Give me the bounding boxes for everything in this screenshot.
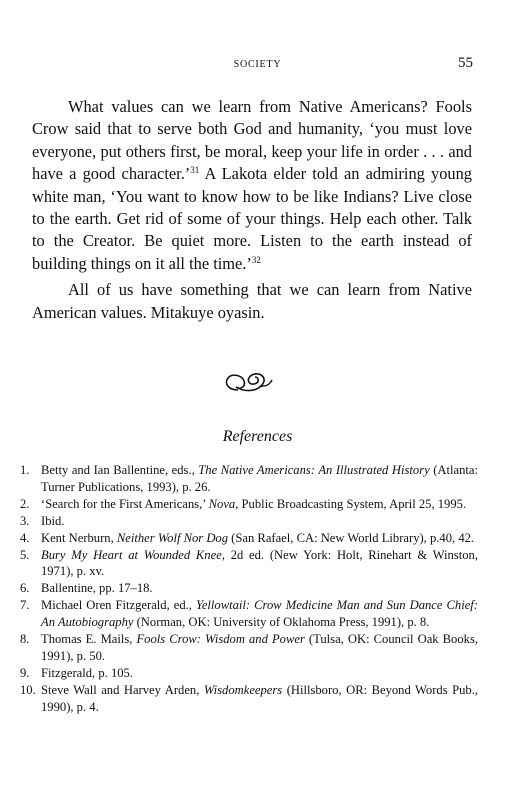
reference-item: [20, 580, 478, 597]
text-run: ‘Search for the First Americans,’: [41, 496, 209, 511]
body-text: [32, 96, 472, 324]
reference-number: 4.: [20, 530, 30, 545]
reference-item: [20, 513, 478, 530]
references-heading: References: [222, 428, 293, 445]
text-run: (Atlanta: Turner Publications, 1993), p. 26.: [41, 463, 478, 494]
reference-item: [20, 530, 478, 547]
page-number: 55: [458, 55, 473, 71]
text-run: (Norman, OK: University of Oklahoma Press, 1991), p. 8.: [133, 615, 430, 630]
reference-item: [20, 597, 478, 631]
italic-title: Neither Wolf Nor Dog: [116, 530, 229, 545]
text-run: 2d ed. (New York: Holt, Rinehart & Winston, 1971), p. xv.: [41, 547, 478, 579]
reference-item: [20, 547, 478, 581]
running-title: SOCIETY: [233, 59, 282, 70]
text-run: Thomas E. Mails,: [41, 632, 137, 647]
footnote-marker: 31: [190, 165, 200, 176]
reference-text: [41, 597, 478, 631]
text-run: (Hillsboro, OR: Beyond Words Pub., 1990), p. 4.: [41, 682, 478, 714]
italic-title: The Native Americans: An Illustrated History: [198, 463, 430, 477]
italic-title: Fools Crow: Wisdom and Power: [136, 632, 305, 647]
italic-title: Nova,: [208, 496, 239, 511]
reference-item: [20, 462, 478, 496]
text-run: Ibid.: [41, 513, 65, 528]
text-run: What values can we learn from Native Americans? Fools Crow said that to serve both God and humanity, ‘you must love everyone, put others first, be moral, keep your life in order . . . and have a good character.’: [32, 97, 472, 184]
reference-number: 1.: [20, 463, 30, 477]
reference-text: [41, 513, 478, 530]
reference-item: [20, 665, 478, 682]
reference-text: [41, 631, 478, 665]
italic-title: Wisdomkeepers: [203, 682, 283, 697]
text-run: Steve Wall and Harvey Arden,: [41, 682, 204, 697]
reference-item: [20, 631, 478, 665]
text-run: Ballentine, pp. 17–18.: [41, 581, 153, 596]
reference-number: 5.: [20, 547, 30, 562]
text-run: Betty and Ian Ballentine, eds.,: [41, 463, 199, 477]
reference-item: [20, 682, 478, 716]
text-run: (San Rafael, CA: New World Library), p.40, 42.: [228, 530, 475, 545]
reference-number: 9.: [20, 665, 30, 680]
reference-item: [20, 496, 478, 513]
text-run: (Tulsa, OK: Council Oak Books, 1991), p. 50.: [41, 632, 478, 663]
reference-text: [41, 665, 478, 682]
text-run: All of us have something that we can learn from Native American values. Mitakuye oyasin.: [32, 280, 472, 322]
reference-number: 8.: [20, 632, 30, 647]
reference-list: [20, 462, 478, 716]
reference-text: [41, 462, 478, 496]
body-paragraph: [32, 279, 472, 324]
footnote-marker: 32: [251, 254, 261, 265]
reference-text: [41, 496, 478, 513]
reference-number: 2.: [20, 496, 30, 511]
flourish-ornament-icon: [222, 366, 274, 396]
reference-text: [41, 580, 478, 597]
text-run: Public Broadcasting System, April 25, 1995.: [238, 496, 467, 511]
text-run: Kent Nerburn,: [41, 530, 117, 545]
reference-number: 6.: [20, 581, 30, 596]
text-run: Fitzgerald, p. 105.: [41, 665, 133, 680]
italic-title: Yellowtail: Crow Medicine Man and Sun Dance Chief: An Autobiography: [41, 598, 478, 630]
reference-text: [41, 530, 478, 547]
reference-text: [41, 682, 478, 716]
reference-number: 7.: [20, 598, 30, 613]
reference-number: 10.: [20, 682, 36, 697]
running-head: [0, 55, 515, 75]
text-run: A Lakota elder told an admiring young white man, ‘You want to know how to be like Indians? Live close to the earth. Get rid of some of your things. Help each other. Talk to the Creator. Be quiet more. Listen to the earth instead of building things on it all the time.’: [32, 164, 472, 273]
reference-number: 3.: [20, 513, 30, 528]
body-paragraph: [32, 96, 472, 275]
reference-text: [41, 547, 478, 581]
italic-title: Bury My Heart at Wounded Knee,: [41, 547, 225, 562]
text-run: Michael Oren Fitzgerald, ed.,: [41, 598, 196, 613]
